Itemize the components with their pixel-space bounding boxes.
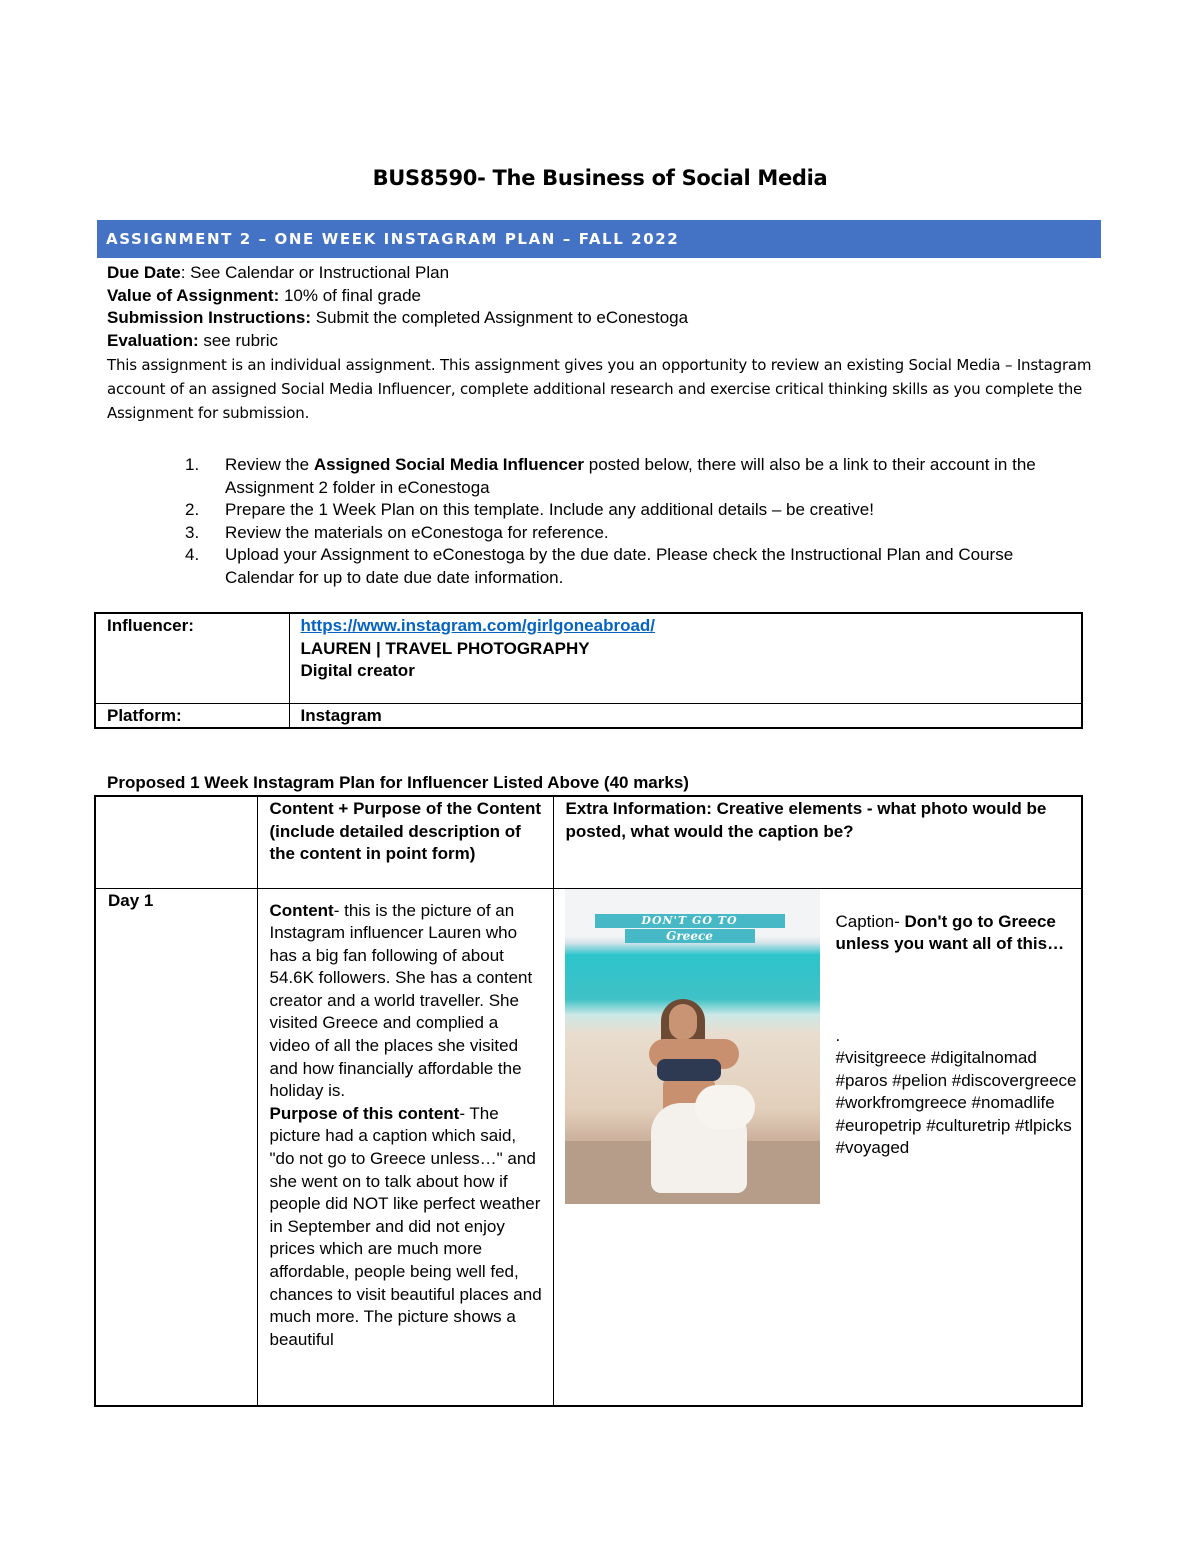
step-text: Prepare the 1 Week Plan on this template. Include any additional details – be creative!: [225, 500, 874, 520]
submission-line: [107, 307, 1097, 330]
document-title: BUS8590- The Business of Social Media: [372, 166, 828, 190]
step-text-after: posted below, there will also be a link to their account in the Assignment 2 folder in eConestoga: [225, 455, 1036, 497]
caption-label: Caption-: [835, 911, 905, 931]
due-date-label: Due Date: [107, 263, 181, 282]
intro-paragraph: This assignment is an individual assignment. This assignment gives you an opportunity to review an existing Social Media – Instagram account of an assigned Social Media Influencer, complete additional research and exercise critical thinking skills as you complete the Assignment for submission.: [107, 356, 1092, 422]
caption-text: Don't go to Greece unless you want all of this…: [835, 911, 1065, 954]
step-number: 3.: [185, 522, 200, 542]
step-item: [185, 499, 1085, 522]
submission-label: Submission Instructions:: [107, 308, 312, 328]
steps-list: [185, 454, 1085, 590]
plan-header-content-title: Content + Purpose of the Content: [269, 799, 542, 818]
step-text: Review the: [225, 455, 314, 474]
step-item: [185, 454, 1085, 499]
step-number: 1.: [185, 455, 200, 474]
purpose-description: - The picture had a caption which said, "do not go to Greece unless…" and she went on to talk about how if people did NOT like perfect weather in September and did not enjoy prices which are much more affordable, people being well fed, chances to visit beautiful places and much more. The picture shows a beautiful: [269, 1103, 542, 1349]
day-content-text: [270, 900, 543, 1352]
hashtag-list: #visitgreece #digitalnomad #paros #pelion #discovergreece #workfromgreece #nomadlife #europetrip #culturetrip #tlpicks #voyaged: [835, 1048, 1077, 1158]
evaluation-line: [107, 330, 1097, 353]
submission-value: Submit the completed Assignment to eConestoga: [311, 308, 689, 328]
post-caption: [836, 911, 1076, 956]
photo-overlay-text-top: DON'T GO TO: [595, 914, 785, 928]
hashtag-dot: .: [835, 1025, 841, 1045]
post-photo: [565, 889, 820, 1204]
evaluation-value: see rubric: [198, 330, 278, 350]
value-value: 10% of final grade: [279, 285, 421, 305]
content-description: - this is the picture of an Instagram influencer Lauren who has a big fan following of about 54.6K followers. She has a content creator and a world traveller. She visited Greece and complied a video of all the places she visited and how financially affordable the holiday is.: [269, 900, 533, 1101]
influencer-table: [94, 612, 1083, 729]
step-item: [185, 544, 1085, 589]
photo-overlay-text-bottom: Greece: [625, 929, 755, 943]
step-bold-text: Assigned Social Media Influencer: [313, 455, 585, 474]
due-date-value: : See Calendar or Instructional Plan: [180, 263, 450, 282]
step-number: 2.: [185, 500, 200, 520]
plan-heading: Proposed 1 Week Instagram Plan for Influencer Listed Above (40 marks): [107, 773, 689, 792]
influencer-role: Digital creator: [300, 661, 415, 681]
plan-table: [94, 795, 1083, 1407]
platform-value: Instagram: [289, 703, 1082, 728]
purpose-label: Purpose of this content: [269, 1103, 460, 1123]
plan-header-row: [95, 796, 1082, 888]
influencer-profile-link[interactable]: https://www.instagram.com/girlgoneabroad/: [300, 616, 656, 635]
plan-header-empty-cell: [95, 796, 257, 888]
evaluation-label: Evaluation:: [107, 330, 199, 350]
plan-header-content: [257, 796, 553, 888]
step-item: [185, 522, 1085, 545]
photo-person-knee: [695, 1085, 755, 1129]
value-line: [107, 285, 1097, 308]
due-date-line: [107, 262, 1097, 285]
influencer-row: [95, 613, 1082, 703]
photo-person-face: [669, 1004, 697, 1040]
plan-header-content-note: (include detailed description of the content in point form): [269, 821, 521, 864]
step-text: Review the materials on eConestoga for reference.: [225, 522, 609, 542]
step-number: 4.: [185, 545, 200, 565]
post-hashtags: [836, 1025, 1086, 1161]
day-extra-cell: [553, 888, 1082, 1406]
influencer-name: LAUREN | TRAVEL PHOTOGRAPHY: [300, 638, 590, 658]
assignment-meta: [107, 262, 1097, 352]
day-label-cell: [95, 888, 257, 1406]
assignment-banner: ASSIGNMENT 2 – ONE WEEK INSTAGRAM PLAN – FALL 2022: [97, 220, 1101, 258]
photo-person-top: [657, 1059, 721, 1081]
plan-day-row: [95, 888, 1082, 1406]
platform-label: Platform:: [95, 703, 289, 728]
content-label: Content: [269, 900, 334, 920]
step-text: Upload your Assignment to eConestoga by the due date. Please check the Instructional Plan and Course Calendar for up to date due date information.: [225, 545, 1014, 587]
value-label: Value of Assignment:: [107, 285, 280, 305]
platform-row: [95, 703, 1082, 728]
influencer-details: [289, 613, 1082, 703]
influencer-label: Influencer:: [95, 613, 289, 703]
plan-header-extra: Extra Information: Creative elements - what photo would be posted, what would the caption be?: [553, 796, 1082, 888]
day-label: Day 1: [108, 890, 154, 910]
day-content-cell: [257, 888, 553, 1406]
